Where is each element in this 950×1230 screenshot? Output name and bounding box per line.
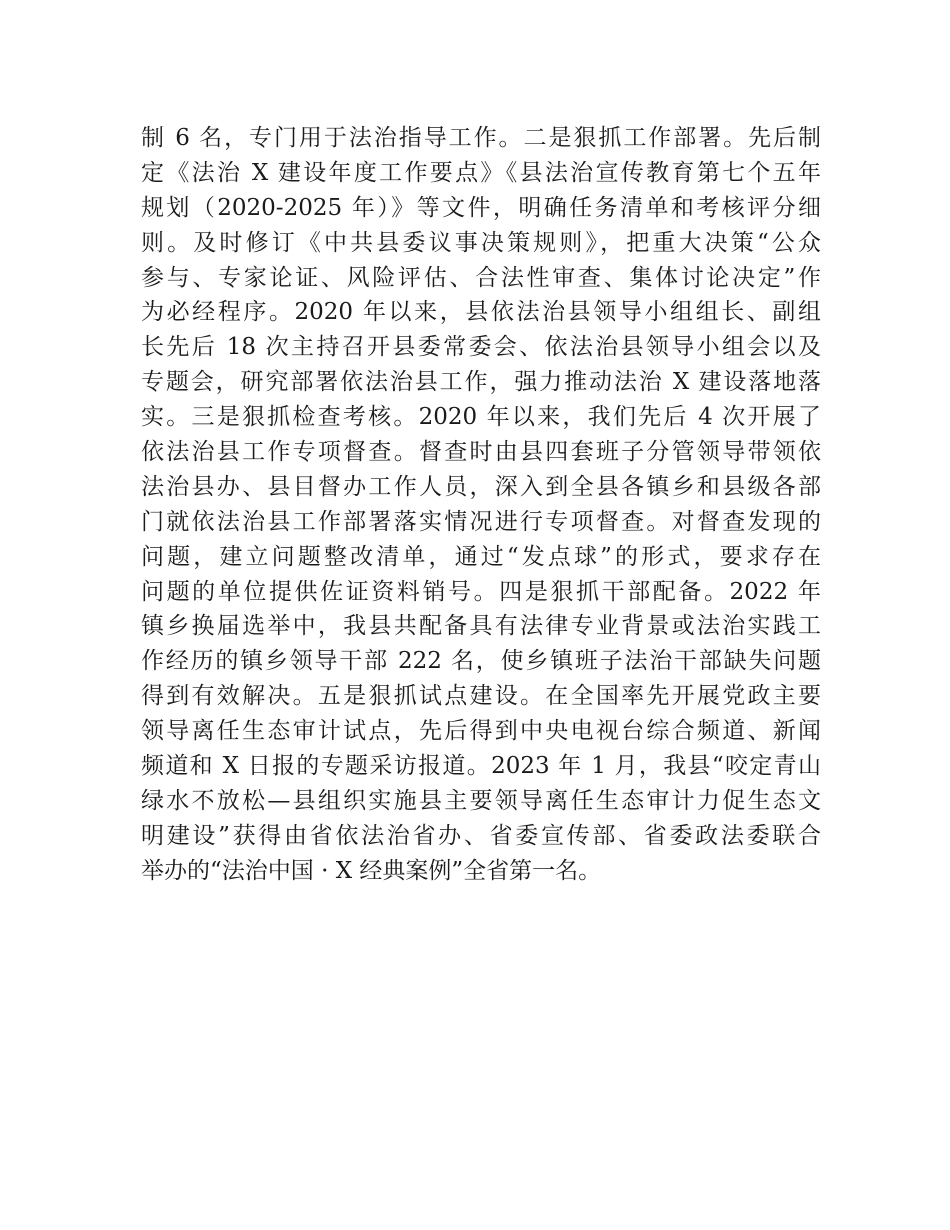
paragraph-line-5: 参与、专家论证、风险评估、合法性审查、集体讨论决定”作 (141, 264, 821, 291)
paragraph-line-4: 则。及时修订《中共县委议事决策规则》，把重大决策“公众 (141, 229, 821, 256)
paragraph-line-12: 门就依法治县工作部署落实情况进行专项督查。对督查发现的 (141, 508, 821, 535)
paragraph-line-10: 依法治县工作专项督查。督查时由县四套班子分管领导带领依 (141, 439, 821, 466)
paragraph-line-14: 问题的单位提供佐证资料销号。四是狠抓干部配备。2022 年 (141, 578, 821, 605)
paragraph-line-2: 定《法治 X 建设年度工作要点》《县法治宣传教育第七个五年 (141, 159, 821, 186)
paragraph-line-1: 制 6 名，专门用于法治指导工作。二是狠抓工作部署。先后制 (141, 125, 821, 151)
paragraph-line-9: 实。三是狠抓检查考核。2020 年以来，我们先后 4 次开展了 (141, 404, 821, 431)
paragraph-line-11: 法治县办、县目督办工作人员，深入到全县各镇乡和县级各部 (141, 473, 821, 500)
paragraph-line-21: 明建设”获得由省依法治省办、省委宣传部、省委政法委联合 (141, 822, 821, 849)
paragraph-line-13: 问题，建立问题整改清单，通过“发点球”的形式，要求存在 (141, 543, 821, 570)
paragraph-line-17: 得到有效解决。五是狠抓试点建设。在全国率先开展党政主要 (141, 683, 821, 710)
paragraph-line-20: 绿水不放松—县组织实施县主要领导离任生态审计力促生态文 (141, 787, 821, 814)
paragraph-line-7: 长先后 18 次主持召开县委常委会、依法治县领导小组会以及 (141, 334, 821, 361)
paragraph-line-3: 规划（2020-2025 年）》等文件，明确任务清单和考核评分细 (141, 194, 821, 221)
paragraph-line-22: 举办的“法治中国 · X 经典案例”全省第一名。 (141, 857, 602, 884)
paragraph-line-19: 频道和 X 日报的专题采访报道。2023 年 1 月，我县“咬定青山 (141, 753, 821, 780)
body-paragraph (141, 121, 821, 889)
paragraph-line-15: 镇乡换届选举中，我县共配备具有法律专业背景或法治实践工 (141, 613, 821, 640)
paragraph-line-16: 作经历的镇乡领导干部 222 名，使乡镇班子法治干部缺失问题 (141, 648, 821, 675)
paragraph-line-8: 专题会，研究部署依法治县工作，强力推动法治 X 建设落地落 (141, 369, 821, 396)
paragraph-line-18: 领导离任生态审计试点，先后得到中央电视台综合频道、新闻 (141, 718, 821, 745)
paragraph-line-6: 为必经程序。2020 年以来，县依法治县领导小组组长、副组 (141, 299, 821, 326)
